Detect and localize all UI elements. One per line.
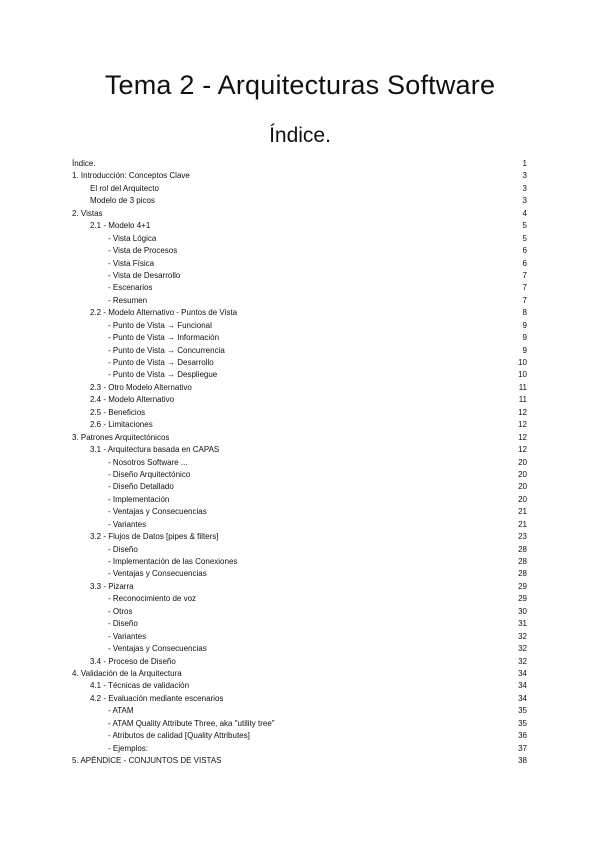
toc-entry-page: 36 <box>518 731 527 741</box>
toc-entry-page: 30 <box>518 606 527 616</box>
toc-entry-title: - Implementación de las Conexiones <box>108 557 238 566</box>
toc-entry-page: 28 <box>518 544 527 554</box>
toc-entry-page: 31 <box>518 619 527 629</box>
toc-entry-title: - Ventajas y Consecuencias <box>108 507 207 517</box>
toc-entry-page: 8 <box>522 308 527 318</box>
toc-entry-page: 21 <box>518 507 527 517</box>
toc-entry-page: 1 <box>522 159 527 168</box>
toc-entry[interactable] <box>72 618 527 630</box>
document-title: Tema 2 - Arquitecturas Software <box>104 70 496 100</box>
toc-entry-page: 32 <box>518 656 527 666</box>
toc-entry-title: 1. Introducción: Conceptos Clave <box>72 171 190 181</box>
toc-entry[interactable] <box>72 680 527 692</box>
toc-entry-page: 32 <box>518 631 527 641</box>
toc-entry-title: - Ventajas y Consecuencias <box>108 569 207 579</box>
toc-entry-page: 20 <box>518 469 527 479</box>
toc-entry-page: 7 <box>522 295 527 305</box>
toc-entry-title: 2.5 - Beneficios <box>90 407 146 417</box>
toc-entry-title: 4.1 - Técnicas de validación <box>90 681 190 691</box>
toc-entry[interactable] <box>72 631 527 643</box>
toc-entry-page: 29 <box>518 594 527 604</box>
toc-entry-page: 35 <box>518 718 527 728</box>
toc-entry-page: 29 <box>518 581 527 591</box>
toc-entry-page: 9 <box>522 345 527 355</box>
toc-entry-page: 28 <box>518 557 527 566</box>
table-of-contents <box>72 158 527 767</box>
toc-entry[interactable] <box>72 643 527 655</box>
toc-entry[interactable] <box>72 320 527 332</box>
toc-entry-page: 37 <box>518 743 527 753</box>
toc-entry-page: 12 <box>518 407 527 417</box>
toc-entry[interactable] <box>72 233 527 245</box>
toc-entry-title: - Diseño <box>108 544 138 554</box>
toc-entry[interactable] <box>72 581 527 593</box>
toc-entry-page: 9 <box>522 320 527 330</box>
toc-entry-title: - Vista de Procesos <box>108 246 178 256</box>
toc-entry[interactable] <box>72 407 527 419</box>
toc-entry-page: 34 <box>518 668 527 678</box>
toc-entry-title: 2.2 - Modelo Alternativo - Puntos de Vista <box>90 308 238 318</box>
toc-entry-title: - Punto de Vista → Información <box>108 333 220 343</box>
toc-entry[interactable] <box>72 519 527 531</box>
toc-entry-page: 20 <box>518 494 527 504</box>
toc-entry[interactable] <box>72 506 527 518</box>
toc-entry-title: - Escenarios <box>108 283 153 293</box>
toc-entry-title: 3.2 - Flujos de Datos [pipes & filters] <box>90 532 219 542</box>
toc-entry[interactable] <box>72 444 527 456</box>
toc-entry[interactable] <box>72 270 527 282</box>
toc-entry-title: 2.6 - Limitaciones <box>90 420 153 430</box>
toc-entry-page: 6 <box>522 246 527 256</box>
toc-entry-title: 4. Validación de la Arquitectura <box>72 668 182 678</box>
toc-entry-title: 5. APÉNDICE - CONJUNTOS DE VISTAS <box>72 756 222 765</box>
toc-entry-title: - Variantes <box>108 631 147 641</box>
toc-entry-page: 11 <box>518 382 527 392</box>
toc-entry[interactable] <box>72 730 527 742</box>
toc-entry-title: 2.4 - Modelo Alternativo <box>90 395 175 405</box>
toc-entry-page: 5 <box>522 221 527 231</box>
toc-entry[interactable] <box>72 593 527 605</box>
toc-entry[interactable] <box>72 457 527 469</box>
toc-entry-page: 32 <box>518 644 527 654</box>
toc-entry[interactable] <box>72 693 527 705</box>
toc-entry-page: 7 <box>522 283 527 293</box>
toc-entry-page: 34 <box>518 681 527 691</box>
toc-entry[interactable] <box>72 158 527 170</box>
toc-entry[interactable] <box>72 357 527 369</box>
toc-entry[interactable] <box>72 481 527 493</box>
toc-entry-page: 10 <box>518 370 527 380</box>
toc-entry-title: 3. Patrones Arquitectónicos <box>72 432 170 442</box>
toc-entry-page: 3 <box>522 196 527 206</box>
toc-entry-page: 38 <box>518 756 527 765</box>
toc-entry[interactable] <box>72 494 527 506</box>
toc-entry[interactable] <box>72 258 527 270</box>
toc-entry-title: - Punto de Vista → Concurrencia <box>108 345 225 355</box>
toc-entry-title: 3.4 - Proceso de Diseño <box>90 656 176 666</box>
toc-entry-title: - Variantes <box>108 519 147 529</box>
toc-entry-title: - Punto de Vista → Funcional <box>108 320 212 330</box>
toc-entry[interactable] <box>72 419 527 431</box>
toc-entry[interactable] <box>72 208 527 220</box>
toc-entry-title: 2. Vistas <box>72 208 103 218</box>
toc-entry-title: - Nosotros Software ... <box>108 457 188 467</box>
toc-entry-title: - Ejemplos: <box>108 743 149 753</box>
toc-entry[interactable] <box>72 743 527 755</box>
toc-entry-title: - Atributos de calidad [Quality Attributes] <box>108 731 250 741</box>
toc-entry-title: - Diseño Detallado <box>108 482 174 492</box>
toc-entry-title: 2.3 - Otro Modelo Alternativo <box>90 382 192 392</box>
toc-entry[interactable] <box>72 718 527 730</box>
toc-entry-title: - Ventajas y Consecuencias <box>108 644 207 654</box>
toc-entry-title: - Resumen <box>108 295 148 305</box>
toc-entry-title: - Punto de Vista → Despliegue <box>108 370 218 380</box>
toc-entry-title: - ATAM <box>108 706 134 716</box>
toc-entry-page: 4 <box>522 208 527 218</box>
toc-entry-title: - Implementación <box>108 494 170 504</box>
toc-entry-page: 9 <box>522 333 527 343</box>
toc-entry[interactable] <box>72 544 527 556</box>
toc-entry-title: - Diseño Arquitectónico <box>108 469 191 479</box>
toc-entry-page: 23 <box>518 532 527 542</box>
toc-entry-page: 21 <box>518 519 527 529</box>
toc-entry-page: 10 <box>518 358 527 367</box>
toc-entry-page: 28 <box>518 569 527 579</box>
toc-entry[interactable] <box>72 195 527 207</box>
toc-entry-page: 11 <box>518 395 527 405</box>
toc-entry[interactable] <box>72 345 527 357</box>
toc-entry-title: Modelo de 3 picos <box>90 196 155 206</box>
toc-entry-page: 7 <box>522 270 527 280</box>
toc-entry-title: 3.1 - Arquitectura basada en CAPAS <box>90 445 220 455</box>
toc-entry[interactable] <box>72 755 527 767</box>
toc-entry-title: 2.1 - Modelo 4+1 <box>90 221 151 231</box>
toc-entry[interactable] <box>72 170 527 182</box>
toc-entry-title: - Otros <box>108 606 133 616</box>
toc-entry-page: 20 <box>518 457 527 467</box>
toc-entry[interactable] <box>72 295 527 307</box>
toc-entry[interactable] <box>72 606 527 618</box>
toc-entry-title: El rol del Arquitecto <box>90 183 159 193</box>
toc-entry[interactable] <box>72 382 527 394</box>
toc-entry-title: - Diseño <box>108 619 138 629</box>
toc-entry[interactable] <box>72 282 527 294</box>
toc-entry-title: - Punto de Vista → Desarrollo <box>108 358 214 367</box>
toc-entry-page: 35 <box>518 706 527 716</box>
toc-entry-title: Índice. <box>72 159 96 168</box>
toc-entry[interactable] <box>72 307 527 319</box>
toc-entry-title: 4.2 - Evaluación mediante escenarios <box>90 693 224 703</box>
toc-entry-page: 3 <box>522 171 527 181</box>
toc-entry-page: 12 <box>518 445 527 455</box>
toc-entry-title: - Vista Lógica <box>108 233 157 243</box>
toc-entry-page: 6 <box>522 258 527 268</box>
toc-entry[interactable] <box>72 668 527 680</box>
toc-entry-page: 12 <box>518 432 527 442</box>
toc-entry[interactable] <box>72 656 527 668</box>
toc-entry[interactable] <box>72 556 527 568</box>
toc-entry[interactable] <box>72 245 527 257</box>
toc-entry-title: - Vista de Desarrollo <box>108 270 181 280</box>
toc-entry-page: 3 <box>522 183 527 193</box>
toc-entry-page: 20 <box>518 482 527 492</box>
toc-entry[interactable] <box>72 332 527 344</box>
toc-entry[interactable] <box>72 705 527 717</box>
toc-entry-page: 12 <box>518 420 527 430</box>
toc-heading: Índice. <box>269 124 331 147</box>
toc-entry-title: - Vista Física <box>108 258 155 268</box>
toc-entry-title: 3.3 - Pizarra <box>90 581 134 591</box>
toc-entry[interactable] <box>72 183 527 195</box>
toc-entry[interactable] <box>72 220 527 232</box>
toc-entry[interactable] <box>72 394 527 406</box>
toc-entry[interactable] <box>72 432 527 444</box>
toc-entry[interactable] <box>72 568 527 580</box>
toc-entry[interactable] <box>72 469 527 481</box>
toc-entry-title: - Reconocimiento de voz <box>108 594 197 604</box>
toc-entry-page: 5 <box>522 233 527 243</box>
toc-entry-title: - ATAM Quality Attribute Three, aka "utility tree" <box>108 718 275 728</box>
toc-entry-page: 34 <box>518 693 527 703</box>
toc-entry[interactable] <box>72 531 527 543</box>
toc-entry[interactable] <box>72 369 527 381</box>
